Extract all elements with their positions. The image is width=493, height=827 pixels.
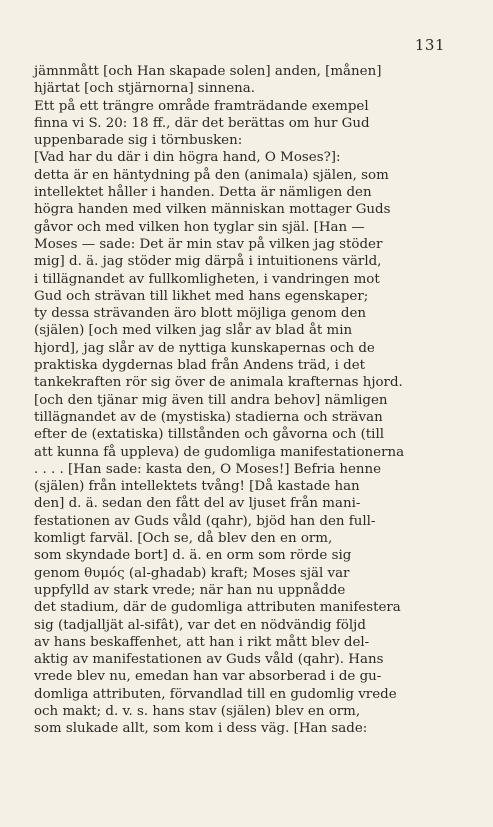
page-number: 131 xyxy=(414,36,445,54)
text-line: och makt; d. v. s. hans stav (själen) blev en orm, xyxy=(34,703,361,719)
text-line: uppenbarade sig i törnbusken: xyxy=(34,133,243,149)
text-line: efter de (extatiska) tillstånden och gåvorna och (till xyxy=(34,427,385,443)
text-line: domliga attributen, förvandlad till en gudomlig vrede xyxy=(34,686,397,702)
text-line: komligt farväl. [Och se, då blev den en orm, xyxy=(34,531,333,547)
text-line: finna vi S. 20: 18 ff., där det berättas om hur Gud xyxy=(34,115,370,131)
text-line: Gud och strävan till likhet med hans egenskaper; xyxy=(34,288,369,304)
text-line: i tillägnandet av fullkomligheten, i vandringen mot xyxy=(34,271,380,287)
text-line: intellektet håller i handen. Detta är nämligen den xyxy=(34,185,372,201)
text-line: högra handen med vilken människan mottager Guds xyxy=(34,202,391,218)
text-line: jämnmått [och Han skapade solen] anden, [månen] xyxy=(34,64,382,79)
text-line: vrede blev nu, emedan han var absorberad i de gu- xyxy=(34,669,382,685)
text-line: . . . . [Han sade: kasta den, O Moses!] Befria henne xyxy=(34,461,382,477)
text-line: gåvor och med vilken hon tyglar sin själ. [Han — xyxy=(34,219,365,235)
text-line: som skyndade bort] d. ä. en orm som rörde sig xyxy=(34,548,352,564)
text-line: uppfylld av stark vrede; när han nu uppnådde xyxy=(34,582,346,598)
text-line: [och den tjänar mig även till andra behov] nämligen xyxy=(34,392,388,408)
text-line: hjord], jag slår av de nyttiga kunskapernas och de xyxy=(34,340,375,356)
text-line: Ett på ett trängre område framträdande exempel xyxy=(34,98,369,114)
body-text xyxy=(34,63,444,738)
text-line: detta är en häntydning på den (animala) själen, som xyxy=(34,167,389,183)
text-line: det stadium, där de gudomliga attributen manifestera xyxy=(34,600,401,616)
text-line: av hans beskaffenhet, att han i rikt mått blev del- xyxy=(34,634,370,650)
text-line: aktig av manifestationen av Guds våld (qahr). Hans xyxy=(34,652,384,668)
text-line: sig (tadjalljät al-sifât), var det en nödvändig följd xyxy=(34,617,366,633)
text-line: mig] d. ä. jag stöder mig därpå i intuitionens värld, xyxy=(34,254,382,270)
text-line: ty dessa strävanden äro blott möjliga genom den xyxy=(34,306,367,322)
text-line: den] d. ä. sedan den fått del av ljuset från mani- xyxy=(34,496,361,512)
text-line: att kunna få uppleva) de gudomliga manifestationerna xyxy=(34,444,405,460)
text-line: hjärtat [och stjärnorna] sinnena. xyxy=(34,81,255,97)
text-line: [Vad har du där i din högra hand, O Moses?]: xyxy=(34,150,341,166)
text-line: Moses — sade: Det är min stav på vilken jag stöder xyxy=(34,236,383,252)
text-line: festationen av Guds våld (qahr), bjöd han den full- xyxy=(34,513,376,529)
text-line: tillägnandet av de (mystiska) stadierna och strävan xyxy=(34,409,383,425)
text-line: (själen) från intellektets tvång! [Då kastade han xyxy=(34,479,360,495)
text-line: som slukade allt, som kom i dess väg. [Han sade: xyxy=(34,721,368,737)
text-line: tankekraften rör sig över de animala krafternas hjord. xyxy=(34,375,403,391)
text-line: genom θυμός (al-ghadab) kraft; Moses själ var xyxy=(34,565,350,581)
text-line: praktiska dygdernas blad från Andens träd, i det xyxy=(34,358,365,374)
text-line: (själen) [och med vilken jag slår av blad åt min xyxy=(34,323,353,339)
